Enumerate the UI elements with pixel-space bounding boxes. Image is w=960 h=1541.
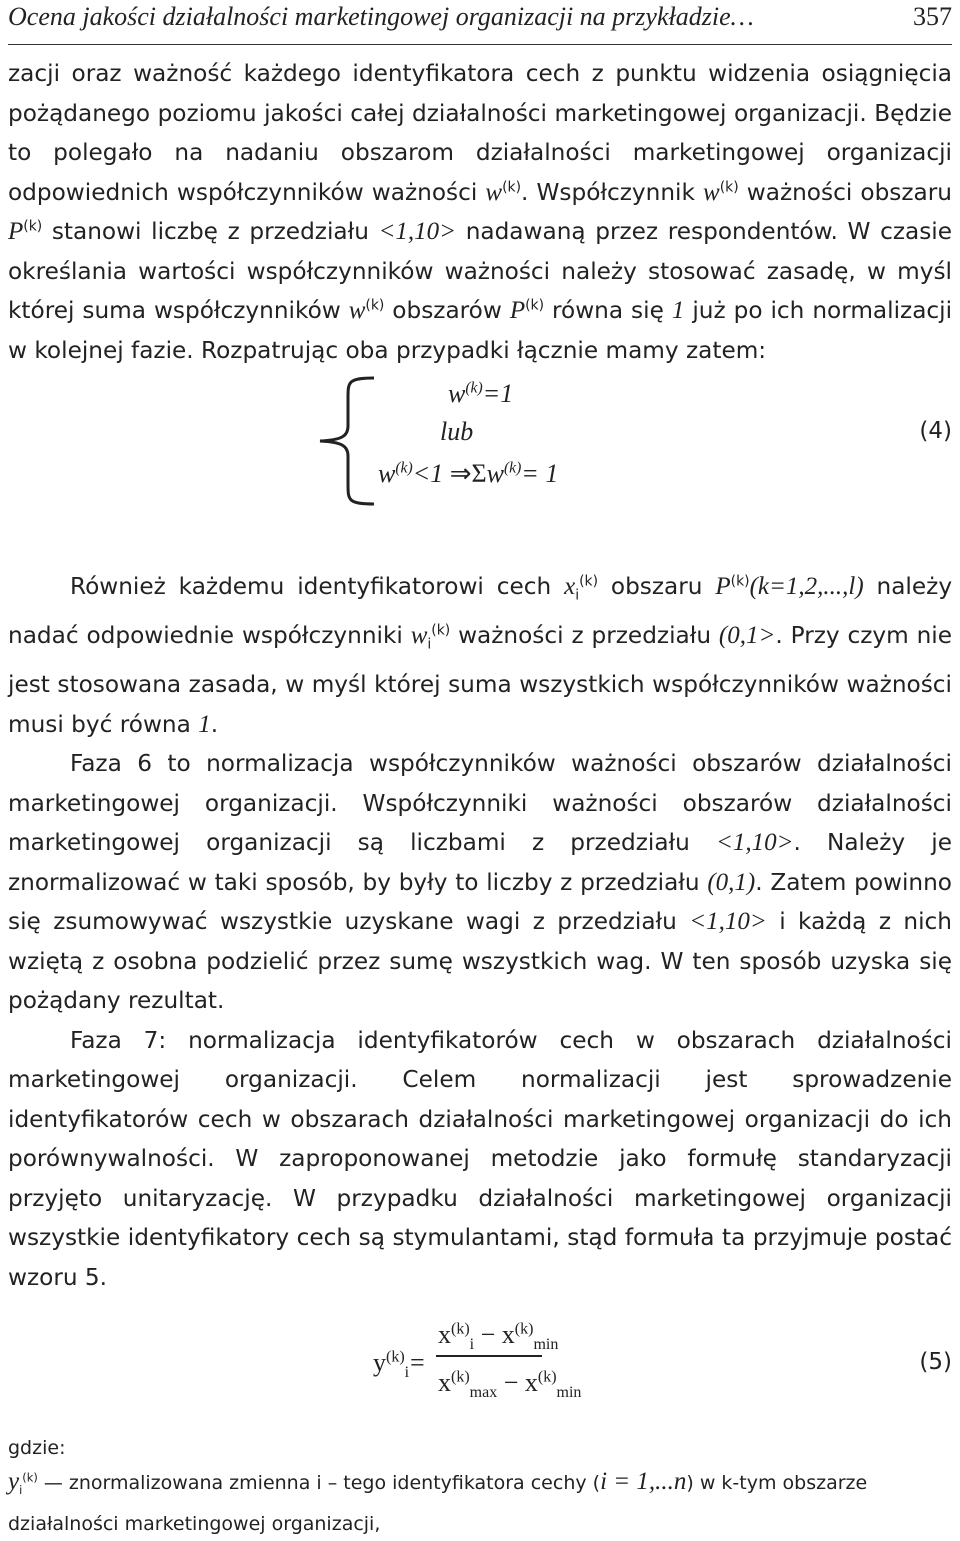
running-header xyxy=(8,0,952,45)
symbol-w: w xyxy=(448,379,466,408)
equation-number-5: (5) xyxy=(919,1349,952,1376)
page-number: 357 xyxy=(913,2,952,31)
paragraph-1 xyxy=(8,54,952,370)
text: . Należy je znormalizować w taki sposób, by były to liczby z przedziału xyxy=(8,829,952,896)
text: i każdą z nich wziętą z osobna podzielić przez sumę wszystkich wag. W ten sposób uzyska się pożądany rezultat. xyxy=(8,908,952,1015)
symbol-w: w xyxy=(485,178,503,206)
page-body xyxy=(8,54,952,1541)
superscript-k: (k) xyxy=(22,1470,38,1485)
paragraph-3 xyxy=(8,744,952,1021)
text: . Zatem powinno się zsumowywać wszystkie uzyskane wagi z przedziału xyxy=(8,868,952,936)
superscript-k: (k) xyxy=(579,573,598,590)
superscript-k: (k) xyxy=(537,1368,557,1386)
left-brace xyxy=(316,376,376,506)
equals-one: = 1 xyxy=(521,459,559,488)
superscript-k: (k) xyxy=(730,573,750,590)
text: ważności obszaru xyxy=(746,178,952,206)
symbol-w: w xyxy=(348,297,366,324)
interval: (0,1) xyxy=(707,868,756,896)
symbol-y: y xyxy=(8,1468,20,1496)
equation-line-1 xyxy=(448,374,513,414)
subscript-i: i xyxy=(19,1483,23,1498)
superscript-k: (k) xyxy=(525,297,545,314)
superscript-k: (k) xyxy=(395,459,413,477)
interval: <1,10> xyxy=(689,908,767,936)
subscript-max: max xyxy=(469,1384,498,1402)
definition-y xyxy=(8,1465,952,1541)
subscript-i: i xyxy=(404,1364,410,1382)
subscript-i: i xyxy=(427,636,432,653)
equation-line-3 xyxy=(378,454,558,494)
symbol-x: x xyxy=(438,1368,451,1398)
equation-5 xyxy=(8,1317,952,1427)
text: już po ich normalizacji w kolejnej fazie. Rozpatrując oba przypadki łącznie mamy zatem: xyxy=(8,297,953,364)
number-one: 1 xyxy=(198,710,211,738)
symbol-w: w xyxy=(486,459,504,488)
number-one: 1 xyxy=(671,297,685,324)
symbol-x: x xyxy=(564,573,576,600)
minus-sign: − xyxy=(480,1320,496,1350)
subscript-min: min xyxy=(533,1336,559,1354)
symbol-p: P xyxy=(8,218,24,245)
superscript-k: (k) xyxy=(23,218,43,235)
text: Również każdemu identyfikatorowi cech xyxy=(70,573,552,600)
implies-icon: ⇒ xyxy=(449,459,472,488)
text: równa się xyxy=(552,297,664,324)
lub-word: lub xyxy=(440,417,474,446)
interval: <1,10> xyxy=(378,218,457,245)
text: ważności z przedziału xyxy=(458,622,712,650)
text: zacji oraz ważność każdego identyfikatora cech z punktu widzenia osiągnięcia pożądanego poziomu jakości całej działalności marketingowej organizacji. Będzie to polegało na nadaniu obszarom działalności marketingowej organizacji odpowiednich współczynników ważności xyxy=(8,60,952,206)
running-title: Ocena jakości działalności marketingowej organizacji na przykładzie… xyxy=(8,2,754,31)
superscript-k: (k) xyxy=(451,1320,470,1338)
subscript-i: i xyxy=(575,587,580,604)
text: — znormalizowana zmienna i – tego identyfikatora cechy ( xyxy=(43,1472,601,1495)
text: . Przy czym nie jest stosowana zasada, w myśl której suma wszystkich współczynników ważności musi być równa xyxy=(8,622,953,738)
superscript-k: (k) xyxy=(719,178,739,195)
gdzie-label: gdzie: xyxy=(8,1437,66,1460)
superscript-k: (k) xyxy=(386,1348,405,1366)
superscript-k: (k) xyxy=(502,178,522,195)
fraction-numerator xyxy=(438,1315,558,1365)
index-condition: i = 1,...n xyxy=(600,1468,687,1496)
fraction-bar xyxy=(436,1355,542,1357)
interval: (0,1> xyxy=(718,622,776,650)
text: . Współczynnik xyxy=(521,178,695,206)
symbol-x: x xyxy=(524,1368,538,1398)
text: obszaru xyxy=(610,573,703,600)
symbol-x: x xyxy=(501,1320,515,1350)
text: nadawaną przez respondentów. W czasie określania wartości współczynników ważności należy stosować zasadę, w myśl której suma współczynników xyxy=(8,218,952,324)
fraction-denominator xyxy=(438,1363,581,1413)
minus-sign: − xyxy=(503,1368,519,1398)
subscript-i: i xyxy=(469,1336,475,1354)
symbol-w: w xyxy=(378,459,396,488)
equation-line-2 xyxy=(440,412,473,452)
superscript-k: (k) xyxy=(431,622,451,639)
superscript-k: (k) xyxy=(465,379,483,397)
interval: <1,10> xyxy=(715,829,794,857)
symbol-x: x xyxy=(438,1320,451,1350)
less-than-one: <1 xyxy=(412,459,444,488)
symbol-w: w xyxy=(703,178,720,206)
paragraph-2 xyxy=(8,567,952,744)
paragraph-4: Faza 7: normalizacja identyfikatorów cech w obszarach działalności marketingowej organizacji. Celem normalizacji jest sprowadzenie identyfikatorów cech w obszarach działalności marketingowej organizacji do ich porównywalności. W zaproponowanej metodzie jako formułę standaryzacji przyjęto unitaryzację. W przypadku działalności marketingowej organizacji wszystkie identyfikatory cech są stymulantami, stąd formuła ta przyjmuje postać wzoru 5. xyxy=(8,1026,952,1291)
subscript-min: min xyxy=(556,1384,582,1402)
symbol-p: P xyxy=(715,573,731,600)
text: ) w k-tym obszarze działalności marketingowej organizacji, xyxy=(8,1472,868,1536)
text: stanowi liczbę z przedziału xyxy=(51,218,369,245)
equals-sign: = xyxy=(410,1348,425,1378)
text: obszarów xyxy=(392,297,502,324)
symbol-w: w xyxy=(410,622,428,650)
symbol-y: y xyxy=(373,1348,386,1378)
superscript-k: (k) xyxy=(451,1368,470,1386)
definitions xyxy=(8,1431,952,1541)
text: należy nadać odpowiednie współczynniki xyxy=(8,573,953,650)
superscript-k: (k) xyxy=(503,459,522,477)
equals-one: =1 xyxy=(482,379,514,408)
text: Faza 6 to normalizacja współczynników ważności obszarów działalności marketingowej organizacji. Współczynniki ważności obszarów działalności marketingowej organizacji są liczbami z przedziału xyxy=(8,750,952,857)
superscript-k: (k) xyxy=(514,1320,534,1338)
equation-number-4: (4) xyxy=(919,418,952,444)
symbol-p: P xyxy=(509,297,526,324)
equation-lhs xyxy=(373,1343,409,1393)
text: . xyxy=(210,710,219,738)
equation-4 xyxy=(8,370,952,567)
sigma-icon: Σ xyxy=(471,459,487,488)
superscript-k: (k) xyxy=(365,297,385,314)
index-range: (k=1,2,...,l) xyxy=(749,573,864,600)
